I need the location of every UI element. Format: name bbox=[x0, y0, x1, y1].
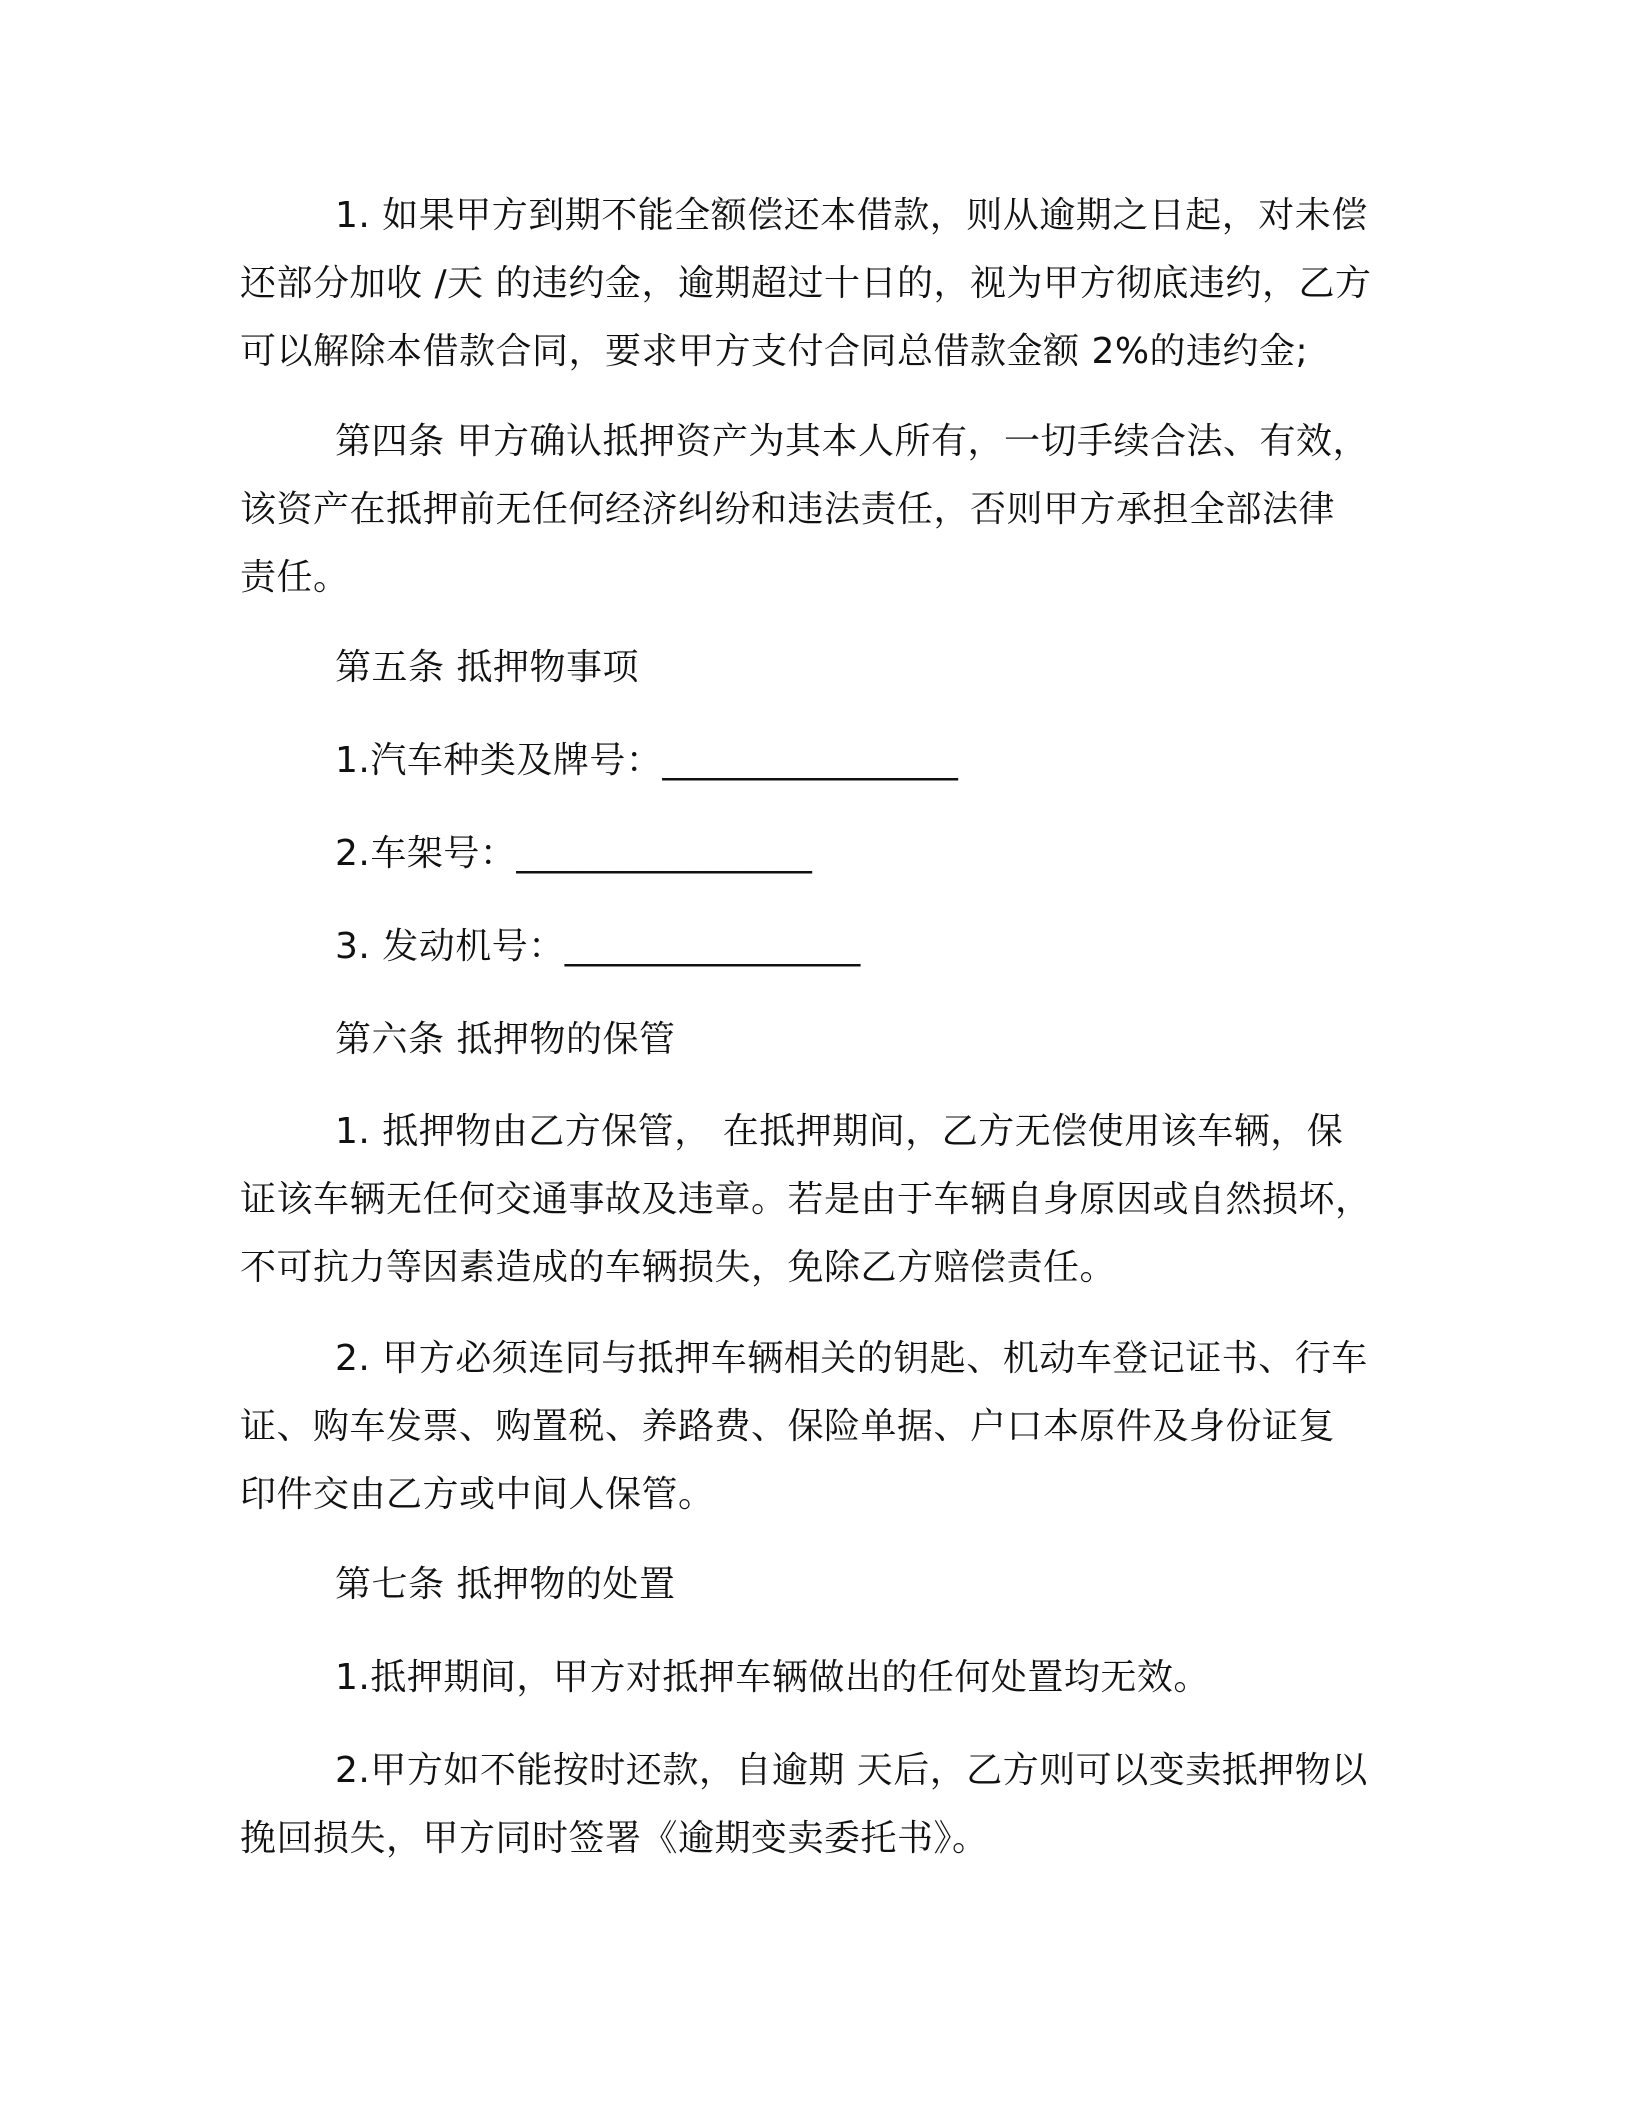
paragraph-overdue-penalty bbox=[240, 182, 1400, 386]
text-line: 1. 如果甲方到期不能全额偿还本借款，则从逾期之日起，对未偿 bbox=[335, 195, 1368, 236]
text-line: 还部分加收 /天 的违约金，逾期超过十日的，视为甲方彻底违约，乙方 bbox=[240, 263, 1372, 304]
text-line: 该资产在抵押前无任何经济纠纷和违法责任，否则甲方承担全部法律 bbox=[240, 489, 1336, 530]
text-line: 挽回损失，甲方同时签署《逾期变卖委托书》。 bbox=[240, 1818, 989, 1859]
text-line: 证该车辆无任何交通事故及违章。若是由于车辆自身原因或自然损坏， bbox=[240, 1179, 1372, 1220]
text-line: 2. 甲方必须连同与抵押车辆相关的钥匙、机动车登记证书、行车 bbox=[335, 1338, 1368, 1379]
article-7-heading: 第七条 抵押物的处置 bbox=[335, 1564, 676, 1605]
text-line: 1. 抵押物由乙方保管， 在抵押期间，乙方无偿使用该车辆，保 bbox=[335, 1111, 1344, 1152]
article-6-item-2 bbox=[240, 1325, 1400, 1529]
chassis-number-field: 2.车架号：________________ bbox=[335, 833, 813, 874]
article-5-heading: 第五条 抵押物事项 bbox=[335, 647, 639, 688]
article-7-item-1: 1.抵押期间，甲方对抵押车辆做出的任何处置均无效。 bbox=[335, 1657, 1210, 1698]
text-line: 可以解除本借款合同，要求甲方支付合同总借款金额 2%的违约金; bbox=[240, 331, 1309, 372]
text-line: 第四条 甲方确认抵押资产为其本人所有，一切手续合法、有效， bbox=[335, 421, 1369, 462]
engine-number-field: 3. 发动机号：________________ bbox=[335, 926, 861, 967]
article-7-item-2 bbox=[240, 1737, 1400, 1873]
text-line: 印件交由乙方或中间人保管。 bbox=[240, 1474, 715, 1515]
article-6-item-1 bbox=[240, 1098, 1400, 1302]
vehicle-type-plate-field: 1.汽车种类及牌号：________________ bbox=[335, 740, 959, 781]
article-4-paragraph bbox=[240, 408, 1400, 612]
text-line: 2.甲方如不能按时还款，自逾期 天后，乙方则可以变卖抵押物以 bbox=[335, 1750, 1368, 1791]
text-line: 不可抗力等因素造成的车辆损失，免除乙方赔偿责任。 bbox=[240, 1247, 1117, 1288]
text-line: 证、购车发票、购置税、养路费、保险单据、户口本原件及身份证复 bbox=[240, 1406, 1336, 1447]
text-line: 责任。 bbox=[240, 557, 350, 598]
article-6-heading: 第六条 抵押物的保管 bbox=[335, 1019, 676, 1060]
